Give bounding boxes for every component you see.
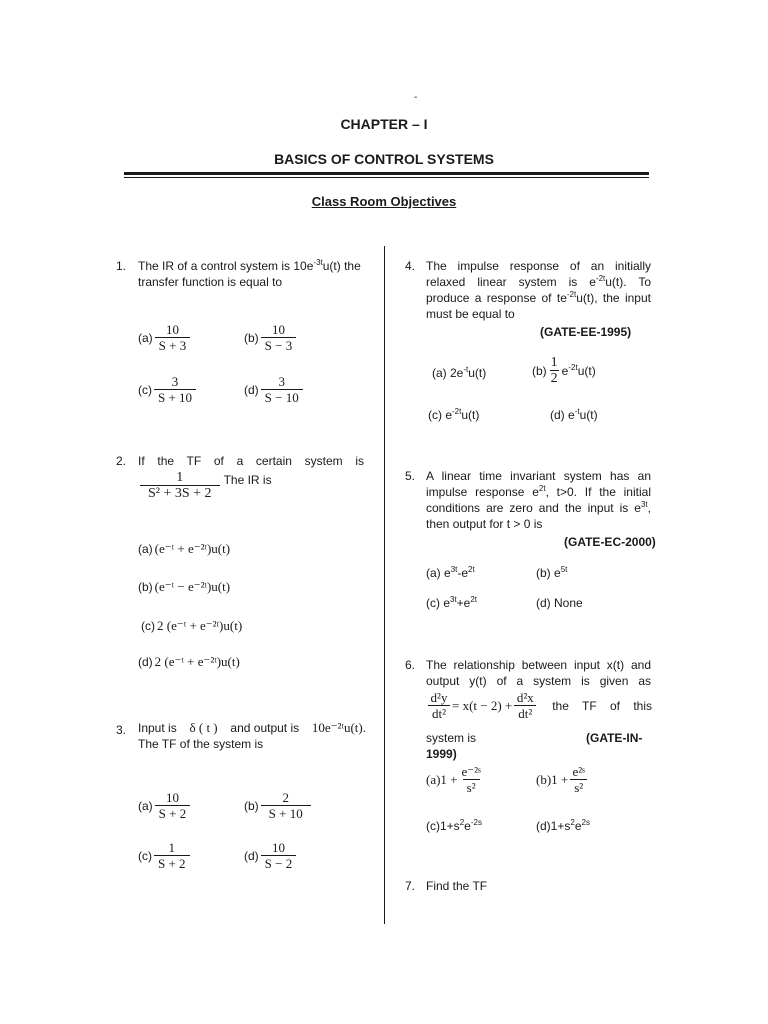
q4-source: (GATE-EE-1995) — [540, 325, 632, 339]
q6-option-a[interactable]: (a)1 + $\frac{\text{e⁻²ˢ}}{\text{s²}}$ — [426, 764, 481, 795]
q6-equation: $\frac{\text{d²y}}{\text{dt²}}$ = x(t − 2) + $\frac{\text{d²x}}{\text{dt²}}$ the TF of this — [428, 690, 652, 721]
q5-option-a[interactable]: (a) $e^{3t}-e^{2t}$ — [426, 565, 475, 580]
q1-option-d[interactable]: (d) $\frac{3}{S - 10}$ — [244, 374, 303, 405]
q4-stem: The impulse response of an initially relaxed linear system is $e^{-2t}u(t)$. To produce a response of $te^{-2t}u(t)$, the input must be equal to — [426, 259, 652, 321]
q5-option-d[interactable]: (d) None — [536, 596, 583, 610]
q2-option-a[interactable]: (a) (e⁻ᵗ + e⁻²ᵗ)u(t) — [138, 541, 231, 556]
q6-number: 6. — [405, 658, 416, 672]
q4-option-a[interactable]: (a) $2e^{-t}u(t)$ — [432, 365, 487, 380]
q1-number: 1. — [116, 259, 127, 273]
q1-option-a[interactable]: (a) $\frac{10}{S + 3}$ — [138, 322, 190, 353]
column-divider — [384, 246, 385, 924]
q3-option-c[interactable]: (c) $\frac{1}{S + 2}$ — [138, 840, 190, 871]
q2-option-c[interactable]: (c) 2 (e⁻ᵗ + e⁻²ᵗ)u(t) — [141, 618, 243, 633]
q4-option-d[interactable]: (d) $e^{-t}u(t)$ — [550, 407, 598, 422]
q2-stem: If the TF of a certain system is — [138, 454, 364, 468]
title-rule-thin — [124, 177, 649, 178]
q6-option-b[interactable]: (b)1 + $\frac{\text{e²ˢ}}{\text{s²}}$ — [536, 764, 587, 795]
header-dot: - — [414, 92, 418, 103]
q6-option-c[interactable]: $(c)1+s^2e^{-2s}$ — [426, 818, 482, 833]
q5-option-b[interactable]: (b) $e^{5t}$ — [536, 565, 568, 580]
q2-transfer-function: $\frac{1}{\text{S² + 3S + 2}}$ The IR is — [140, 470, 272, 501]
q3-number: 3. — [116, 723, 127, 737]
section-subtitle: Class Room Objectives — [311, 194, 457, 209]
q5-stem: A linear time invariant system has an impulse response $e^{2t}$, t>0. If the initial conditions are zero and the input is $e^{3t}$, then output for t > 0 is — [426, 469, 651, 531]
q1-stem: The IR of a control system is $10e^{-3t}u(t)$ the transfer function is equal to — [138, 258, 361, 289]
q4-number: 4. — [405, 259, 416, 273]
q1-option-b[interactable]: (b) $\frac{10}{S - 3}$ — [244, 322, 296, 353]
q3-option-a[interactable]: (a) $\frac{10}{S + 2}$ — [138, 790, 190, 821]
q3-option-b[interactable]: (b) $\frac{2}{S + 10}$ — [244, 790, 311, 821]
q5-source: (GATE-EC-2000) — [564, 535, 656, 549]
q4-option-c[interactable]: (c) $e^{-2t}u(t)$ — [428, 407, 480, 422]
q2-option-b[interactable]: (b) (e⁻ᵗ − e⁻²ᵗ)u(t) — [138, 579, 231, 594]
q6-stem-end: system is — [426, 731, 477, 745]
q1-option-c[interactable]: (c) $\frac{3}{S + 10}$ — [138, 374, 196, 405]
q6-source-year: 1999) — [426, 747, 457, 761]
title-rule-thick — [124, 172, 649, 175]
q2-option-d[interactable]: (d) 2 (e⁻ᵗ + e⁻²ᵗ)u(t) — [138, 654, 240, 669]
chapter-heading: CHAPTER – I — [340, 116, 428, 132]
q6-stem: The relationship between input x(t) and output y(t) of a system is given as — [426, 658, 651, 688]
q7-stem: Find the TF — [426, 879, 488, 893]
q5-option-c[interactable]: (c) $e^{3t}+e^{2t}$ — [426, 595, 478, 610]
q3-option-d[interactable]: (d) $\frac{10}{S - 2}$ — [244, 840, 296, 871]
q4-option-b[interactable]: (b) $\frac{1}{2}$ $e^{-2t}u(t)$ — [532, 355, 596, 386]
q3-stem: Input is δ ( t ) and output is 10e⁻²ᵗu(t). The TF of the system is — [138, 720, 366, 751]
q7-number: 7. — [405, 879, 416, 893]
q2-number: 2. — [116, 454, 127, 468]
q6-source: (GATE-IN- — [586, 731, 643, 745]
q5-number: 5. — [405, 469, 416, 483]
page-title: BASICS OF CONTROL SYSTEMS — [274, 151, 494, 167]
q6-option-d[interactable]: $(d)1+s^2e^{2s}$ — [536, 818, 590, 833]
